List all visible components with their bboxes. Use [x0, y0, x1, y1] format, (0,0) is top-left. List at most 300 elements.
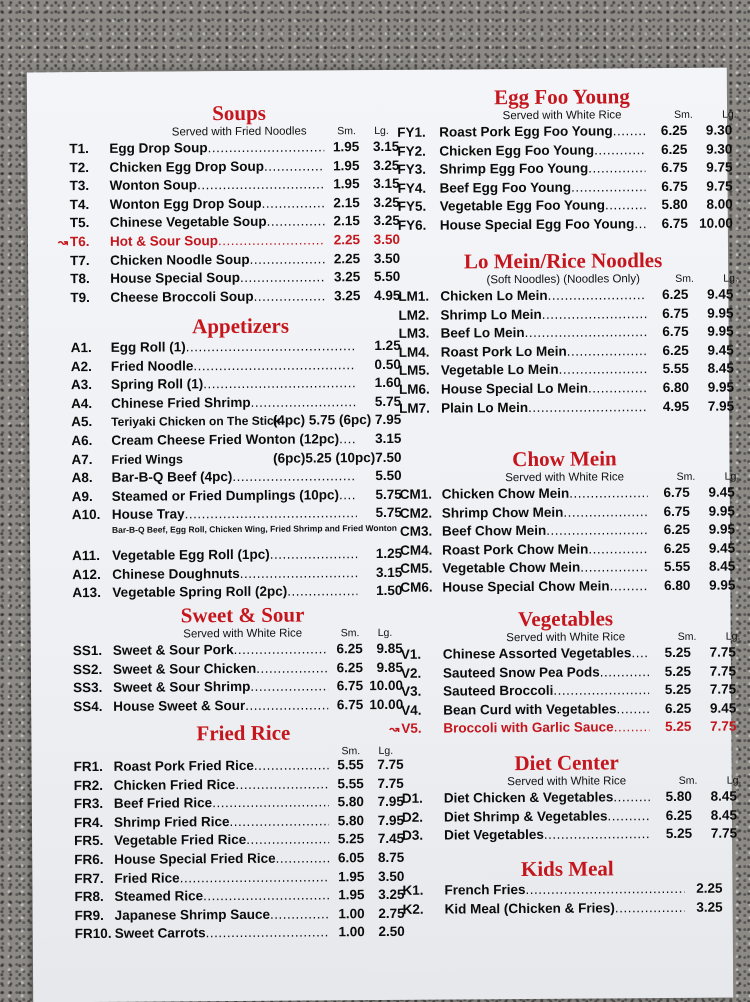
menu-item-row [74, 830, 414, 851]
item-code: SS4. [73, 698, 103, 714]
item-name: Fried Noodle ..... [111, 356, 356, 376]
item-name: Sweet & Sour Chicken ..... [113, 659, 328, 679]
menu-item-row [401, 681, 737, 702]
section-soups [57, 100, 410, 308]
price-large: 10.00 [698, 215, 733, 231]
menu-item-row [72, 582, 412, 603]
item-name: Sweet Carrots ..... [115, 924, 330, 944]
menu-item-row [397, 122, 733, 143]
price-small: 1.00 [338, 905, 365, 922]
item-name: Diet Shrimp & Vegetables ..... [444, 807, 650, 827]
price-large: 9.45 [709, 700, 737, 716]
price-small: 6.25 [663, 540, 691, 556]
section-egg-foo-young [397, 84, 737, 236]
price-small: 6.25 [336, 659, 363, 675]
price-large: 7.95 [377, 812, 405, 828]
price-small: 6.75 [663, 503, 690, 519]
item-code: CM3. [399, 523, 433, 540]
item-name: Shrimp Chow Mein ..... [442, 503, 648, 523]
soups-subtitle: Served with Fried Noodles [171, 125, 307, 139]
item-name: Roast Pork Egg Foo Young ..... [439, 122, 645, 142]
item-name: Chicken Egg Drop Soup ..... [109, 157, 324, 177]
price-large: 9.95 [707, 323, 734, 339]
menu-item-row [397, 196, 733, 217]
price-small: 5.25 [664, 682, 692, 698]
item-name: Beef Lo Mein ..... [441, 323, 647, 343]
item-name: Chicken Lo Mein ..... [440, 286, 646, 306]
menu-item-row [73, 677, 413, 698]
item-code: A5. [71, 414, 93, 430]
item-name: Steamed or Fried Dumplings (10pc) ..... [112, 486, 357, 506]
item-code: T3. [69, 178, 90, 194]
item-code: V5. [401, 721, 422, 737]
sweet-sour-sm-header: Sm. [340, 627, 360, 640]
vegetables-sm-header: Sm. [677, 630, 697, 643]
item-code: CM2. [399, 505, 433, 521]
item-code: T7. [70, 252, 90, 268]
price-small: 5.80 [337, 794, 364, 810]
menu-item-row [70, 287, 410, 308]
price-large: 9.45 [708, 484, 735, 500]
menu-item-row [389, 718, 737, 739]
item-name: Diet Vegetables ..... [444, 825, 650, 845]
price-small: 6.75 [662, 324, 689, 340]
item-name: House Sweet & Sour ..... [113, 696, 328, 716]
fried-rice-lg-header: Lg. [378, 744, 394, 758]
price-small: 6.25 [660, 122, 688, 139]
item-name: Beef Egg Foo Young ..... [440, 178, 646, 198]
item-name: Chicken Egg Foo Young ..... [439, 141, 645, 161]
lo-mein-lg-header: Lg. [723, 272, 738, 285]
item-name: Roast Pork Lo Mein ..... [441, 342, 647, 362]
section-chow-mein [399, 446, 740, 598]
item-name: Fried Wings [111, 451, 183, 467]
price: 5.50 [375, 468, 402, 484]
menu-item-row [72, 467, 412, 488]
section-lo-mein [398, 248, 738, 418]
menu-item-row [398, 304, 734, 325]
sweet-sour-lg-header: Lg. [377, 626, 393, 640]
egg-foo-young-sm-header: Sm. [674, 108, 693, 121]
soups-sm-header: Sm. [337, 125, 356, 138]
price-small: 6.05 [337, 850, 365, 866]
item-name: Steamed Rice ..... [114, 887, 329, 907]
price-large: 10.00 [369, 678, 404, 694]
item-name: Plain Lo Mein ..... [441, 398, 647, 418]
price-large: 2.75 [378, 905, 405, 921]
left-column [57, 70, 409, 942]
price: 5.75 [374, 393, 402, 409]
price: 3.25 [696, 899, 723, 915]
price-large: 3.25 [378, 886, 405, 903]
item-name: Chicken Chow Mein ..... [442, 484, 648, 504]
price-large: 8.00 [706, 196, 733, 213]
menu-item-row [399, 521, 736, 542]
item-name: Shrimp Fried Rice ..... [114, 812, 329, 832]
item-name: House Special Fried Rice ..... [114, 849, 329, 869]
item-name: Cream Cheese Fried Wonton (12pc) ..... [111, 430, 356, 450]
item-code: FY3. [397, 161, 427, 178]
menu-item-row [71, 393, 411, 414]
item-code: T2. [69, 159, 89, 175]
menu-item-row [74, 867, 414, 888]
price-small: 1.95 [338, 887, 365, 903]
price-small: 6.75 [661, 215, 688, 231]
price-small: 5.80 [337, 812, 365, 829]
item-code: A3. [70, 377, 93, 393]
item-name: Chinese Fried Shrimp ..... [111, 393, 356, 413]
menu-item-row [70, 249, 410, 270]
item-name: Kid Meal (Chicken & Fries) ..... [445, 898, 685, 918]
chow-mein-title: Chow Mein [512, 446, 617, 472]
item-code: FY5. [397, 199, 427, 215]
item-name: Chinese Assorted Vegetables ..... [443, 644, 649, 664]
item-options: (4pc) 5.75 (6pc) 7.95 [272, 412, 402, 429]
section-diet-center [401, 750, 742, 846]
menu-item-row [397, 159, 733, 180]
item-code: A10. [71, 507, 101, 523]
sweet-sour-subtitle: Served with White Rice [183, 627, 303, 641]
item-code: FY6. [397, 217, 427, 233]
item-name: Beef Fried Rice ..... [114, 794, 329, 814]
diet-center-sm-header: Sm. [678, 774, 698, 787]
price-small: 3.25 [333, 287, 361, 304]
price-small: 1.95 [332, 139, 360, 155]
item-code: FR1. [73, 758, 103, 775]
price-small: 3.25 [333, 269, 361, 285]
price: 5.75 [375, 486, 402, 502]
item-code: LM2. [398, 307, 430, 323]
price: 5.75 [375, 505, 402, 521]
item-code: A4. [71, 395, 93, 411]
menu-item-row [73, 640, 413, 661]
menu-item-row [401, 788, 737, 809]
item-code: LM1. [398, 288, 430, 304]
menu-item-row [400, 558, 736, 579]
item-name: Sauteed Snow Pea Pods ..... [443, 663, 649, 683]
egg-foo-young-title: Egg Foo Young [493, 84, 630, 110]
menu-item-row [403, 898, 733, 919]
price-small: 6.75 [662, 305, 689, 321]
pepper-icon: ↝ [389, 722, 400, 737]
price-small: 5.25 [665, 826, 693, 842]
price-large: 5.50 [373, 269, 401, 285]
item-name: Egg Roll (1) ..... [111, 337, 356, 357]
appetizers-title: Appetizers [192, 313, 290, 339]
vegetables-title: Vegetables [518, 606, 614, 632]
price-large: 3.25 [373, 194, 400, 210]
item-code: FR3. [73, 796, 104, 812]
item-name: Sweet & Sour Shrimp ..... [113, 678, 328, 698]
price-small: 5.25 [664, 644, 691, 661]
menu-item-row [74, 886, 414, 907]
menu-item-row [400, 644, 736, 665]
price-small: 6.25 [661, 286, 689, 303]
lo-mein-sm-header: Sm. [675, 272, 694, 285]
item-code: LM6. [398, 381, 430, 397]
item-description: Bar-B-Q Beef, Egg Roll, Chicken Wing, Fried Shrimp and Fried Wonton [111, 522, 397, 535]
soups-title: Soups [212, 100, 266, 126]
item-code: FR5. [74, 833, 104, 849]
item-name: Vegetable Lo Mein ..... [441, 361, 647, 381]
price-large: 4.95 [373, 287, 401, 303]
price-small: 6.75 [661, 160, 688, 176]
price-small: 6.25 [660, 141, 688, 157]
item-code: V2. [400, 665, 422, 681]
item-code: FY2. [397, 143, 426, 159]
menu-item-row [71, 355, 411, 376]
price-small: 6.80 [664, 577, 691, 593]
menu-item-row [71, 448, 411, 469]
menu-item-row [73, 658, 413, 679]
price: 1.60 [374, 375, 401, 391]
menu-item-row [69, 138, 409, 159]
item-name: Vegetable Fried Rice ..... [114, 831, 329, 851]
item-name: Teriyaki Chicken on The Stick [111, 414, 281, 430]
item-name: Vegetable Chow Mein ..... [442, 559, 648, 579]
pepper-icon: ↝ [57, 235, 69, 250]
item-name: Chinese Doughnuts ..... [112, 564, 357, 584]
price-large: 9.95 [709, 577, 736, 593]
price-large: 8.45 [710, 788, 737, 804]
menu-item-row [70, 212, 410, 233]
menu-item-row [398, 286, 734, 307]
menu-item-row [69, 156, 409, 177]
item-code: CM4. [400, 542, 433, 558]
chow-mein-subtitle: Served with White Rice [505, 471, 625, 485]
price-large: 3.50 [373, 250, 401, 266]
section-appetizers [70, 313, 412, 603]
item-code: CM1. [399, 486, 433, 502]
item-code: FR10. [74, 926, 112, 942]
price-large: 9.45 [708, 540, 736, 556]
menu-item-row [71, 374, 411, 395]
price-small: 5.55 [662, 361, 689, 377]
price-large: 7.75 [710, 825, 738, 841]
item-name: French Fries ..... [444, 880, 684, 900]
price-large: 9.85 [376, 640, 403, 657]
price-large: 7.95 [377, 794, 404, 810]
price-large: 9.75 [706, 178, 733, 194]
price: 2.25 [696, 880, 723, 896]
diet-center-subtitle: Served with White Rice [507, 775, 627, 789]
kids-meal-title: Kids Meal [520, 856, 614, 882]
price-small: 5.55 [337, 775, 364, 791]
price-large: 7.95 [707, 398, 735, 414]
item-code: SS2. [72, 661, 103, 677]
item-code: SS3. [73, 680, 103, 696]
item-name: House Tray ..... [112, 505, 357, 525]
item-name: Spring Roll (1) ..... [111, 374, 356, 394]
section-fried-rice [73, 720, 415, 944]
item-code: A9. [71, 488, 93, 504]
menu-item-row [72, 545, 412, 566]
vegetables-lg-header: Lg. [725, 630, 741, 643]
price-large: 8.45 [710, 807, 738, 823]
item-name: Bean Curd with Vegetables ..... [443, 700, 649, 720]
menu-item-row [74, 812, 414, 833]
price-large: 7.75 [709, 663, 737, 679]
item-code: D2. [401, 809, 424, 825]
price: 0.50 [374, 356, 401, 372]
menu-item-row [70, 268, 410, 289]
price-small: 6.25 [336, 641, 363, 657]
item-name: Roast Pork Chow Mein ..... [442, 540, 648, 560]
menu-item-row [398, 360, 734, 381]
menu-item-row [401, 699, 737, 720]
price-large: 7.75 [709, 681, 737, 697]
price: 3.15 [374, 430, 402, 447]
price-small: 4.95 [662, 398, 690, 414]
menu-item-row [399, 502, 735, 523]
price-large: 3.50 [373, 231, 400, 248]
section-sweet-sour [72, 602, 413, 717]
diet-center-title: Diet Center [514, 750, 619, 776]
item-name: Roast Pork Fried Rice ..... [114, 756, 329, 776]
price-small: 1.95 [333, 157, 360, 173]
diet-center-lg-header: Lg. [726, 774, 742, 787]
price-large: 3.15 [373, 176, 400, 192]
item-name: Bar-B-Q Beef (4pc) ..... [112, 467, 357, 487]
item-name: Vegetable Egg Foo Young ..... [440, 197, 646, 217]
price-large: 8.45 [707, 360, 734, 377]
price-large: 7.75 [377, 756, 404, 773]
item-name: Sweet & Sour Pork ..... [113, 640, 328, 660]
menu-item-row [73, 696, 413, 717]
item-code: LM4. [398, 344, 430, 360]
item-name: Sauteed Broccoli ..... [443, 681, 649, 701]
item-code: A12. [72, 566, 101, 582]
menu-item-row [74, 849, 414, 870]
menu-item-row [71, 430, 411, 451]
price-small: 1.95 [333, 176, 360, 192]
item-name: Wonton Soup ..... [109, 176, 324, 196]
price-large: 3.15 [372, 138, 400, 155]
item-code: T5. [69, 215, 90, 231]
price-large: 9.30 [705, 141, 733, 157]
price-large: 9.95 [708, 521, 736, 537]
item-name: Shrimp Lo Mein ..... [440, 305, 646, 325]
price-small: 6.75 [336, 678, 364, 694]
item-name: Shrimp Egg Foo Young ..... [439, 159, 645, 179]
item-code: FY1. [397, 124, 426, 140]
price-large: 7.45 [377, 831, 405, 847]
price-small: 2.15 [333, 213, 360, 229]
menu-item-row [72, 486, 412, 507]
item-code: V4. [401, 702, 422, 718]
menu-item-row [401, 806, 738, 827]
item-code: FR8. [74, 889, 104, 905]
item-name: Hot & Sour Soup ..... [110, 231, 325, 251]
price-small: 5.55 [663, 559, 691, 575]
item-code: CM6. [400, 579, 433, 595]
item-code: FR6. [74, 851, 104, 868]
soups-lg-header: Lg. [374, 124, 389, 138]
item-name: Fried Rice ..... [114, 868, 329, 888]
item-name: Chinese Vegetable Soup ..... [110, 213, 325, 233]
menu-item-row [400, 662, 737, 683]
item-name: House Special Lo Mein ..... [441, 379, 647, 399]
menu-item-row [70, 194, 410, 215]
item-code: LM3. [398, 325, 430, 342]
menu-item-row [398, 341, 734, 362]
menu-item-row [402, 880, 732, 901]
menu-item-row [399, 484, 735, 505]
price-small: 5.80 [665, 788, 692, 805]
menu-item-row [69, 175, 409, 196]
item-code: FR9. [74, 907, 104, 923]
price-large: 8.75 [377, 849, 405, 865]
item-code: K1. [402, 882, 424, 898]
item-code: T8. [70, 271, 90, 287]
menu-item-row [397, 140, 733, 161]
price-large: 9.95 [707, 379, 735, 395]
item-name: House Special Chow Mein ..... [442, 577, 648, 597]
item-name: Japanese Shrimp Sauce ..... [115, 905, 330, 925]
vegetables-subtitle: Served with White Rice [506, 631, 626, 645]
menu-item-row [397, 177, 733, 198]
price-large: 9.85 [376, 659, 403, 675]
price: 1.25 [375, 545, 403, 561]
item-code: A1. [70, 340, 92, 356]
menu-item-row [399, 397, 735, 418]
price-small: 2.25 [333, 232, 360, 248]
price-small: 6.25 [665, 807, 693, 823]
menu-item-row [74, 793, 414, 814]
price-large: 9.45 [707, 342, 734, 358]
price-small: 6.25 [663, 522, 691, 538]
item-name: House Special Soup ..... [110, 269, 325, 289]
price-small: 5.25 [665, 719, 692, 735]
item-options: (6pc)5.25 (10pc)7.50 [273, 449, 402, 466]
price-large: 7.75 [709, 644, 736, 660]
item-code: A7. [71, 451, 93, 467]
item-name: House Special Egg Foo Young ..... [440, 215, 646, 235]
item-code: A11. [72, 547, 100, 564]
item-code: CM5. [400, 561, 433, 577]
price-large: 9.95 [708, 503, 735, 519]
item-name: Chicken Fried Rice ..... [114, 775, 329, 795]
price-large: 2.50 [378, 924, 405, 940]
menu-item-row [72, 563, 412, 584]
menu-item-row [74, 774, 414, 795]
price-large: 7.75 [710, 718, 737, 735]
price-small: 6.75 [663, 484, 690, 501]
section-kids-meal [402, 856, 732, 919]
item-code: LM7. [399, 400, 430, 416]
price-large: 9.75 [706, 159, 733, 175]
price-small: 5.80 [661, 197, 688, 213]
chow-mein-sm-header: Sm. [676, 470, 696, 483]
price-small: 6.75 [336, 696, 364, 713]
fried-rice-sm-header: Sm. [341, 745, 361, 758]
price-small: 6.25 [662, 342, 689, 358]
price-small: 6.80 [662, 379, 690, 395]
item-name: Egg Drop Soup ..... [109, 138, 324, 158]
price-large: 8.45 [708, 558, 736, 575]
item-code: SS1. [72, 642, 103, 659]
item-code: D1. [401, 790, 423, 806]
lo-mein-title: Lo Mein/Rice Noodles [463, 248, 663, 274]
price-small: 5.55 [337, 757, 364, 773]
menu-item-row [400, 539, 736, 560]
item-name: Cheese Broccoli Soup ..... [110, 287, 325, 307]
item-code: LM5. [398, 363, 430, 379]
price-large: 9.45 [706, 286, 734, 302]
price-large: 3.25 [373, 157, 400, 173]
chow-mein-lg-header: Lg. [724, 470, 740, 483]
item-code: V1. [400, 646, 422, 662]
